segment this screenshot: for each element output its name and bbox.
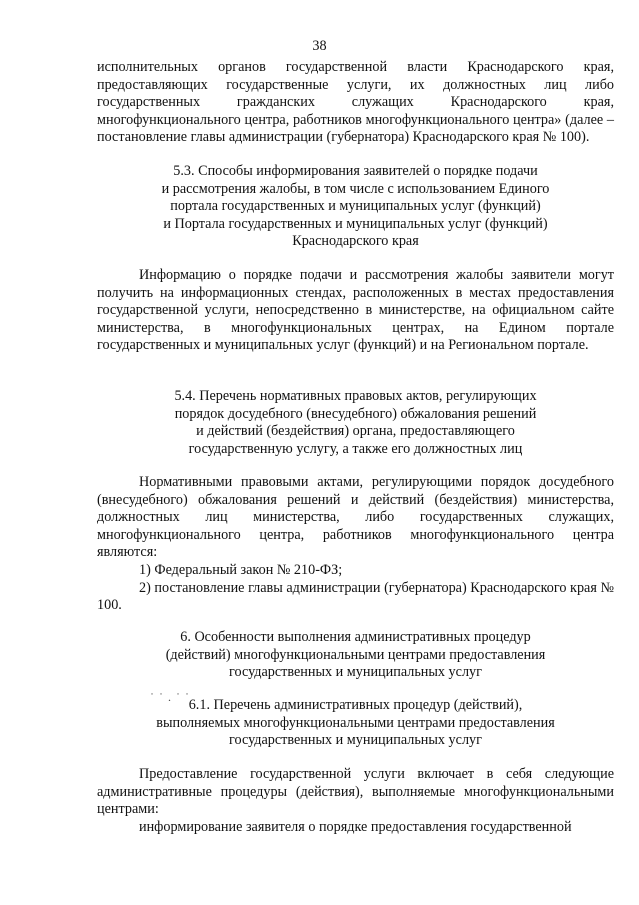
paragraph-text: Предоставление государственной услуги включает в себя следующие административные процедуры (действия), выполняемые многофункциональными центрами:	[97, 766, 614, 818]
heading-line: портала государственных и муниципальных услуг (функций)	[170, 198, 541, 215]
paragraph-5-4	[97, 474, 614, 615]
heading-line: (действий) многофункциональными центрами предоставления	[165, 646, 546, 663]
heading-line: 6.1. Перечень административных процедур (действий),	[188, 697, 523, 713]
list-item: 1) Федеральный закон № 210-ФЗ;	[139, 561, 343, 578]
list-item: 2) постановление главы администрации (губернатора) Краснодарского края № 100.	[97, 579, 614, 614]
page-number: 38	[312, 38, 327, 54]
paragraph-text: информирование заявителя о порядке предоставления государственной	[139, 818, 572, 835]
paragraph-text: Информацию о порядке подачи и рассмотрения жалобы заявители могут получить на информационных стендах, расположенных в местах предоставления государственной услуги, непосредственно в министерстве, на официальном сайте министерства, в многофункциональных центрах, на Едином портале государственных и муниципальных услуг (функций) и на Региональном портале.	[97, 267, 614, 354]
heading-line: государственных и муниципальных услуг	[229, 732, 482, 749]
heading-line: и Портала государственных и муниципальных услуг (функций)	[163, 215, 548, 232]
paragraph-6-1	[97, 766, 614, 836]
heading-5-4	[97, 388, 614, 458]
paragraph-text: Нормативными правовыми актами, регулирующими порядок досудебного (внесудебного) обжалования решений и действий (бездействия) министерства, должностных лиц министерства, либо государственных служащих, многофункционального центра, работников многофункционального центра являются:	[97, 474, 614, 561]
heading-line: выполняемых многофункциональными центрами предоставления	[156, 714, 555, 731]
heading-line: порядок досудебного (внесудебного) обжалования решений	[174, 405, 537, 422]
heading-line: и действий (бездействия) органа, предоставляющего	[196, 423, 515, 440]
paragraph-text: исполнительных органов государственной власти Краснодарского края, предоставляющих государственные услуги, их должностных лиц либо государственных гражданских служащих Краснодарского края, многофункционального центра, работников многофункционального центра» (далее – постановление главы администрации (губернатора) Краснодарского края № 100).	[97, 59, 614, 146]
paragraph-5-3	[97, 267, 614, 355]
heading-6	[97, 629, 614, 682]
paragraph-continuation	[97, 59, 614, 147]
heading-line: Краснодарского края	[292, 233, 419, 250]
heading-line: 6. Особенности выполнения административных процедур	[180, 629, 531, 645]
scan-speck-mark: ˙ ˙ . ˙ ˙	[150, 690, 190, 704]
heading-line: государственную услугу, а также его должностных лиц	[188, 440, 523, 457]
heading-6-1	[97, 697, 614, 750]
heading-line: 5.3. Способы информирования заявителей о порядке подачи	[173, 163, 538, 179]
heading-5-3	[97, 163, 614, 251]
heading-line: 5.4. Перечень нормативных правовых актов, регулирующих	[174, 388, 537, 404]
heading-line: государственных и муниципальных услуг	[229, 664, 482, 681]
heading-line: и рассмотрения жалобы, в том числе с использованием Единого	[161, 180, 550, 197]
